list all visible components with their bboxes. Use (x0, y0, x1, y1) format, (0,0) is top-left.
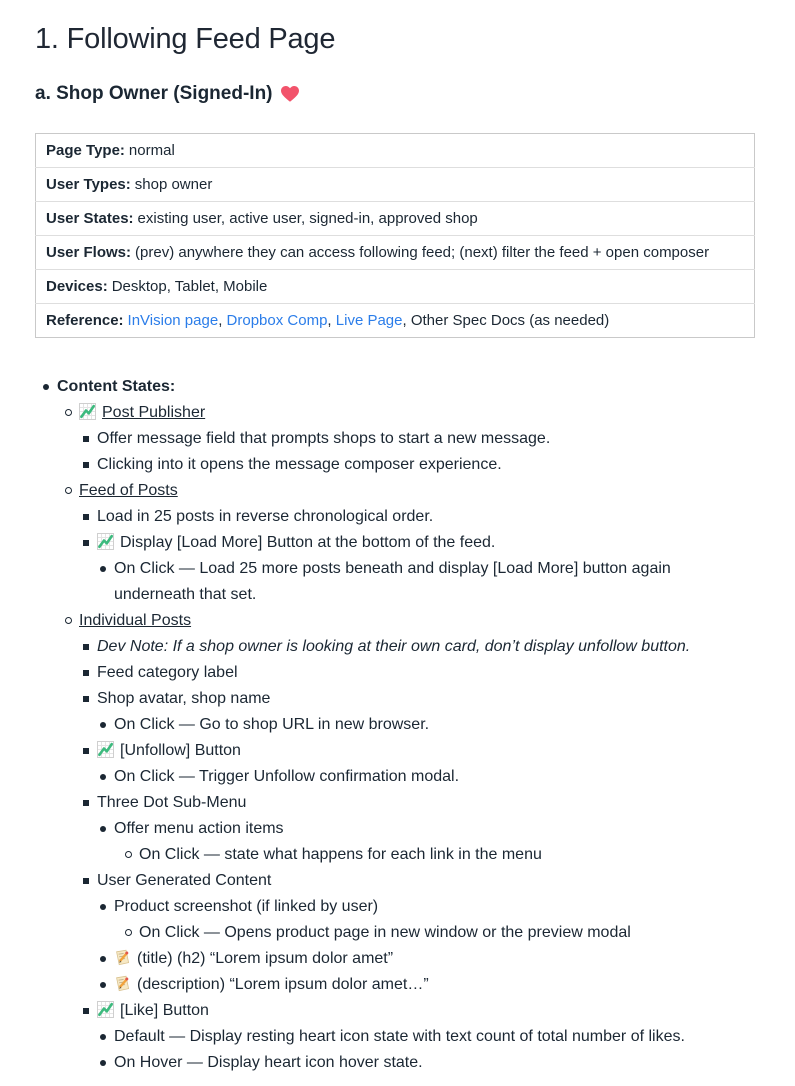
outline-list (35, 374, 755, 1076)
list-item-text: Dev Note: If a shop owner is looking at their own card, don’t display unfollow button. (97, 638, 691, 655)
list-item (35, 660, 755, 686)
page-title: 1. Following Feed Page (35, 23, 336, 55)
row-label: User Types: (46, 176, 131, 193)
list-item-content (97, 530, 755, 556)
bullet-marker (83, 868, 97, 894)
list-item (35, 764, 755, 790)
list-item-text: On Click — Load 25 more posts beneath and display [Load More] button again underneath that set. (114, 560, 671, 603)
list-item-text: On Click — Opens product page in new window or the preview modal (139, 924, 631, 941)
list-item-content (114, 712, 755, 738)
bullet-marker (83, 426, 97, 452)
bullet-marker (100, 1050, 114, 1076)
list-item-content (114, 764, 755, 790)
bullet-marker (65, 608, 79, 634)
bullet-marker (83, 504, 97, 530)
list-item-text: (description) “Lorem ipsum dolor amet…” (137, 976, 429, 993)
section-heading (35, 83, 755, 105)
list-item-text: User Generated Content (97, 872, 272, 889)
list-item-text: Three Dot Sub-Menu (97, 794, 247, 811)
row-value (128, 312, 610, 329)
list-item-content (97, 738, 755, 764)
bullet-marker (83, 790, 97, 816)
list-item-content (139, 920, 755, 946)
bullet-marker (125, 842, 139, 868)
list-item-content (57, 374, 755, 400)
list-item-text: [Like] Button (120, 1002, 209, 1019)
list-item-content (97, 452, 755, 478)
list-item (35, 478, 755, 504)
table-row-user-types (36, 168, 755, 202)
list-item-content (97, 634, 755, 660)
list-item (35, 1024, 755, 1050)
reference-tail: Other Spec Docs (as needed) (410, 312, 610, 329)
chart-increasing-icon (97, 1001, 114, 1018)
section-heading-text: a. Shop Owner (Signed-In) (35, 83, 273, 104)
list-item-content (97, 790, 755, 816)
list-item-text: Load in 25 posts in reverse chronological order. (97, 508, 434, 525)
list-item-text[interactable]: Individual Posts (79, 612, 192, 629)
row-value: shop owner (134, 176, 213, 193)
list-item (35, 946, 755, 972)
row-label: User Flows: (46, 244, 132, 261)
table-row-reference (36, 304, 755, 338)
list-item-content (114, 946, 755, 972)
bullet-marker (100, 556, 114, 582)
table-row-user-states (36, 202, 755, 236)
list-item-text: Display [Load More] Button at the bottom of the feed. (120, 534, 496, 551)
list-item (35, 400, 755, 426)
chart-increasing-icon (97, 741, 114, 758)
list-item-content (114, 1050, 755, 1076)
list-item (35, 920, 755, 946)
list-item (35, 452, 755, 478)
bullet-marker (83, 660, 97, 686)
list-item-text: Offer message field that prompts shops to start a new message. (97, 430, 551, 447)
separator: , (327, 312, 336, 329)
list-item-text: Feed category label (97, 664, 238, 681)
spec-info-table (35, 133, 755, 338)
list-item-text: Clicking into it opens the message composer experience. (97, 456, 502, 473)
bullet-marker (100, 972, 114, 998)
list-item (35, 816, 755, 842)
chart-increasing-icon (97, 533, 114, 550)
heart-icon (280, 85, 300, 103)
table-row-user-flows (36, 236, 755, 270)
list-item (35, 998, 755, 1024)
memo-icon (114, 949, 131, 966)
row-label: Reference: (46, 312, 124, 329)
list-item (35, 530, 755, 556)
list-item (35, 426, 755, 452)
bullet-marker (65, 478, 79, 504)
list-item (35, 738, 755, 764)
list-item-text: On Click — state what happens for each link in the menu (139, 846, 542, 863)
row-label: User States: (46, 210, 134, 227)
separator: , (402, 312, 411, 329)
list-item-text: Default — Display resting heart icon state with text count of total number of likes. (114, 1028, 685, 1045)
list-item-content (79, 400, 755, 426)
list-item (35, 868, 755, 894)
list-item (35, 608, 755, 634)
bullet-marker (83, 634, 97, 660)
bullet-marker (100, 764, 114, 790)
bullet-marker (65, 400, 79, 426)
list-item (35, 504, 755, 530)
dropbox-comp-link[interactable]: Dropbox Comp (226, 312, 328, 329)
list-item-text: [Unfollow] Button (120, 742, 241, 759)
list-item (35, 634, 755, 660)
list-item-text[interactable]: Feed of Posts (79, 482, 178, 499)
table-row-page-type (36, 134, 755, 168)
row-value: normal (128, 142, 175, 159)
list-item-content (114, 816, 755, 842)
table-row-devices (36, 270, 755, 304)
bullet-marker (100, 816, 114, 842)
list-item (35, 686, 755, 712)
invision-page-link[interactable]: InVision page (127, 312, 219, 329)
bullet-marker (83, 452, 97, 478)
row-value: (prev) anywhere they can access following feed; (next) filter the feed + open composer (135, 244, 710, 261)
bullet-marker (83, 530, 97, 556)
list-item-content (114, 556, 755, 608)
row-label: Page Type: (46, 142, 125, 159)
list-item-text: Product screenshot (if linked by user) (114, 898, 379, 915)
list-item (35, 556, 755, 608)
list-item (35, 842, 755, 868)
list-item-content (139, 842, 755, 868)
bullet-marker (100, 894, 114, 920)
list-item-content (114, 972, 755, 998)
list-item (35, 894, 755, 920)
list-item-text: Content States: (57, 378, 176, 395)
live-page-link[interactable]: Live Page (335, 312, 403, 329)
list-item (35, 374, 755, 400)
list-item-text: On Click — Go to shop URL in new browser. (114, 716, 430, 733)
memo-icon (114, 975, 131, 992)
list-item-content (97, 686, 755, 712)
list-item-content (79, 608, 755, 634)
bullet-marker (83, 998, 97, 1024)
list-item-text: Shop avatar, shop name (97, 690, 271, 707)
row-value: Desktop, Tablet, Mobile (111, 278, 268, 295)
bullet-marker (43, 374, 57, 400)
list-item-content (114, 1024, 755, 1050)
list-item-text[interactable]: Post Publisher (102, 404, 206, 421)
list-item (35, 972, 755, 998)
bullet-marker (100, 1024, 114, 1050)
bullet-marker (83, 738, 97, 764)
chart-increasing-icon (79, 403, 96, 420)
bullet-marker (100, 946, 114, 972)
list-item-text: On Click — Trigger Unfollow confirmation modal. (114, 768, 460, 785)
list-item (35, 712, 755, 738)
list-item-text: Offer menu action items (114, 820, 284, 837)
row-label: Devices: (46, 278, 108, 295)
bullet-marker (100, 712, 114, 738)
list-item-content (79, 478, 755, 504)
row-value: existing user, active user, signed-in, approved shop (137, 210, 478, 227)
list-item-content (97, 426, 755, 452)
list-item-content (97, 660, 755, 686)
list-item-content (97, 504, 755, 530)
bullet-marker (125, 920, 139, 946)
list-item (35, 1050, 755, 1076)
list-item-text: (title) (h2) “Lorem ipsum dolor amet” (137, 950, 394, 967)
separator: , (218, 312, 227, 329)
list-item-content (97, 998, 755, 1024)
list-item (35, 790, 755, 816)
list-item-content (114, 894, 755, 920)
list-item-content (97, 868, 755, 894)
bullet-marker (83, 686, 97, 712)
list-item-text: On Hover — Display heart icon hover state. (114, 1054, 423, 1071)
